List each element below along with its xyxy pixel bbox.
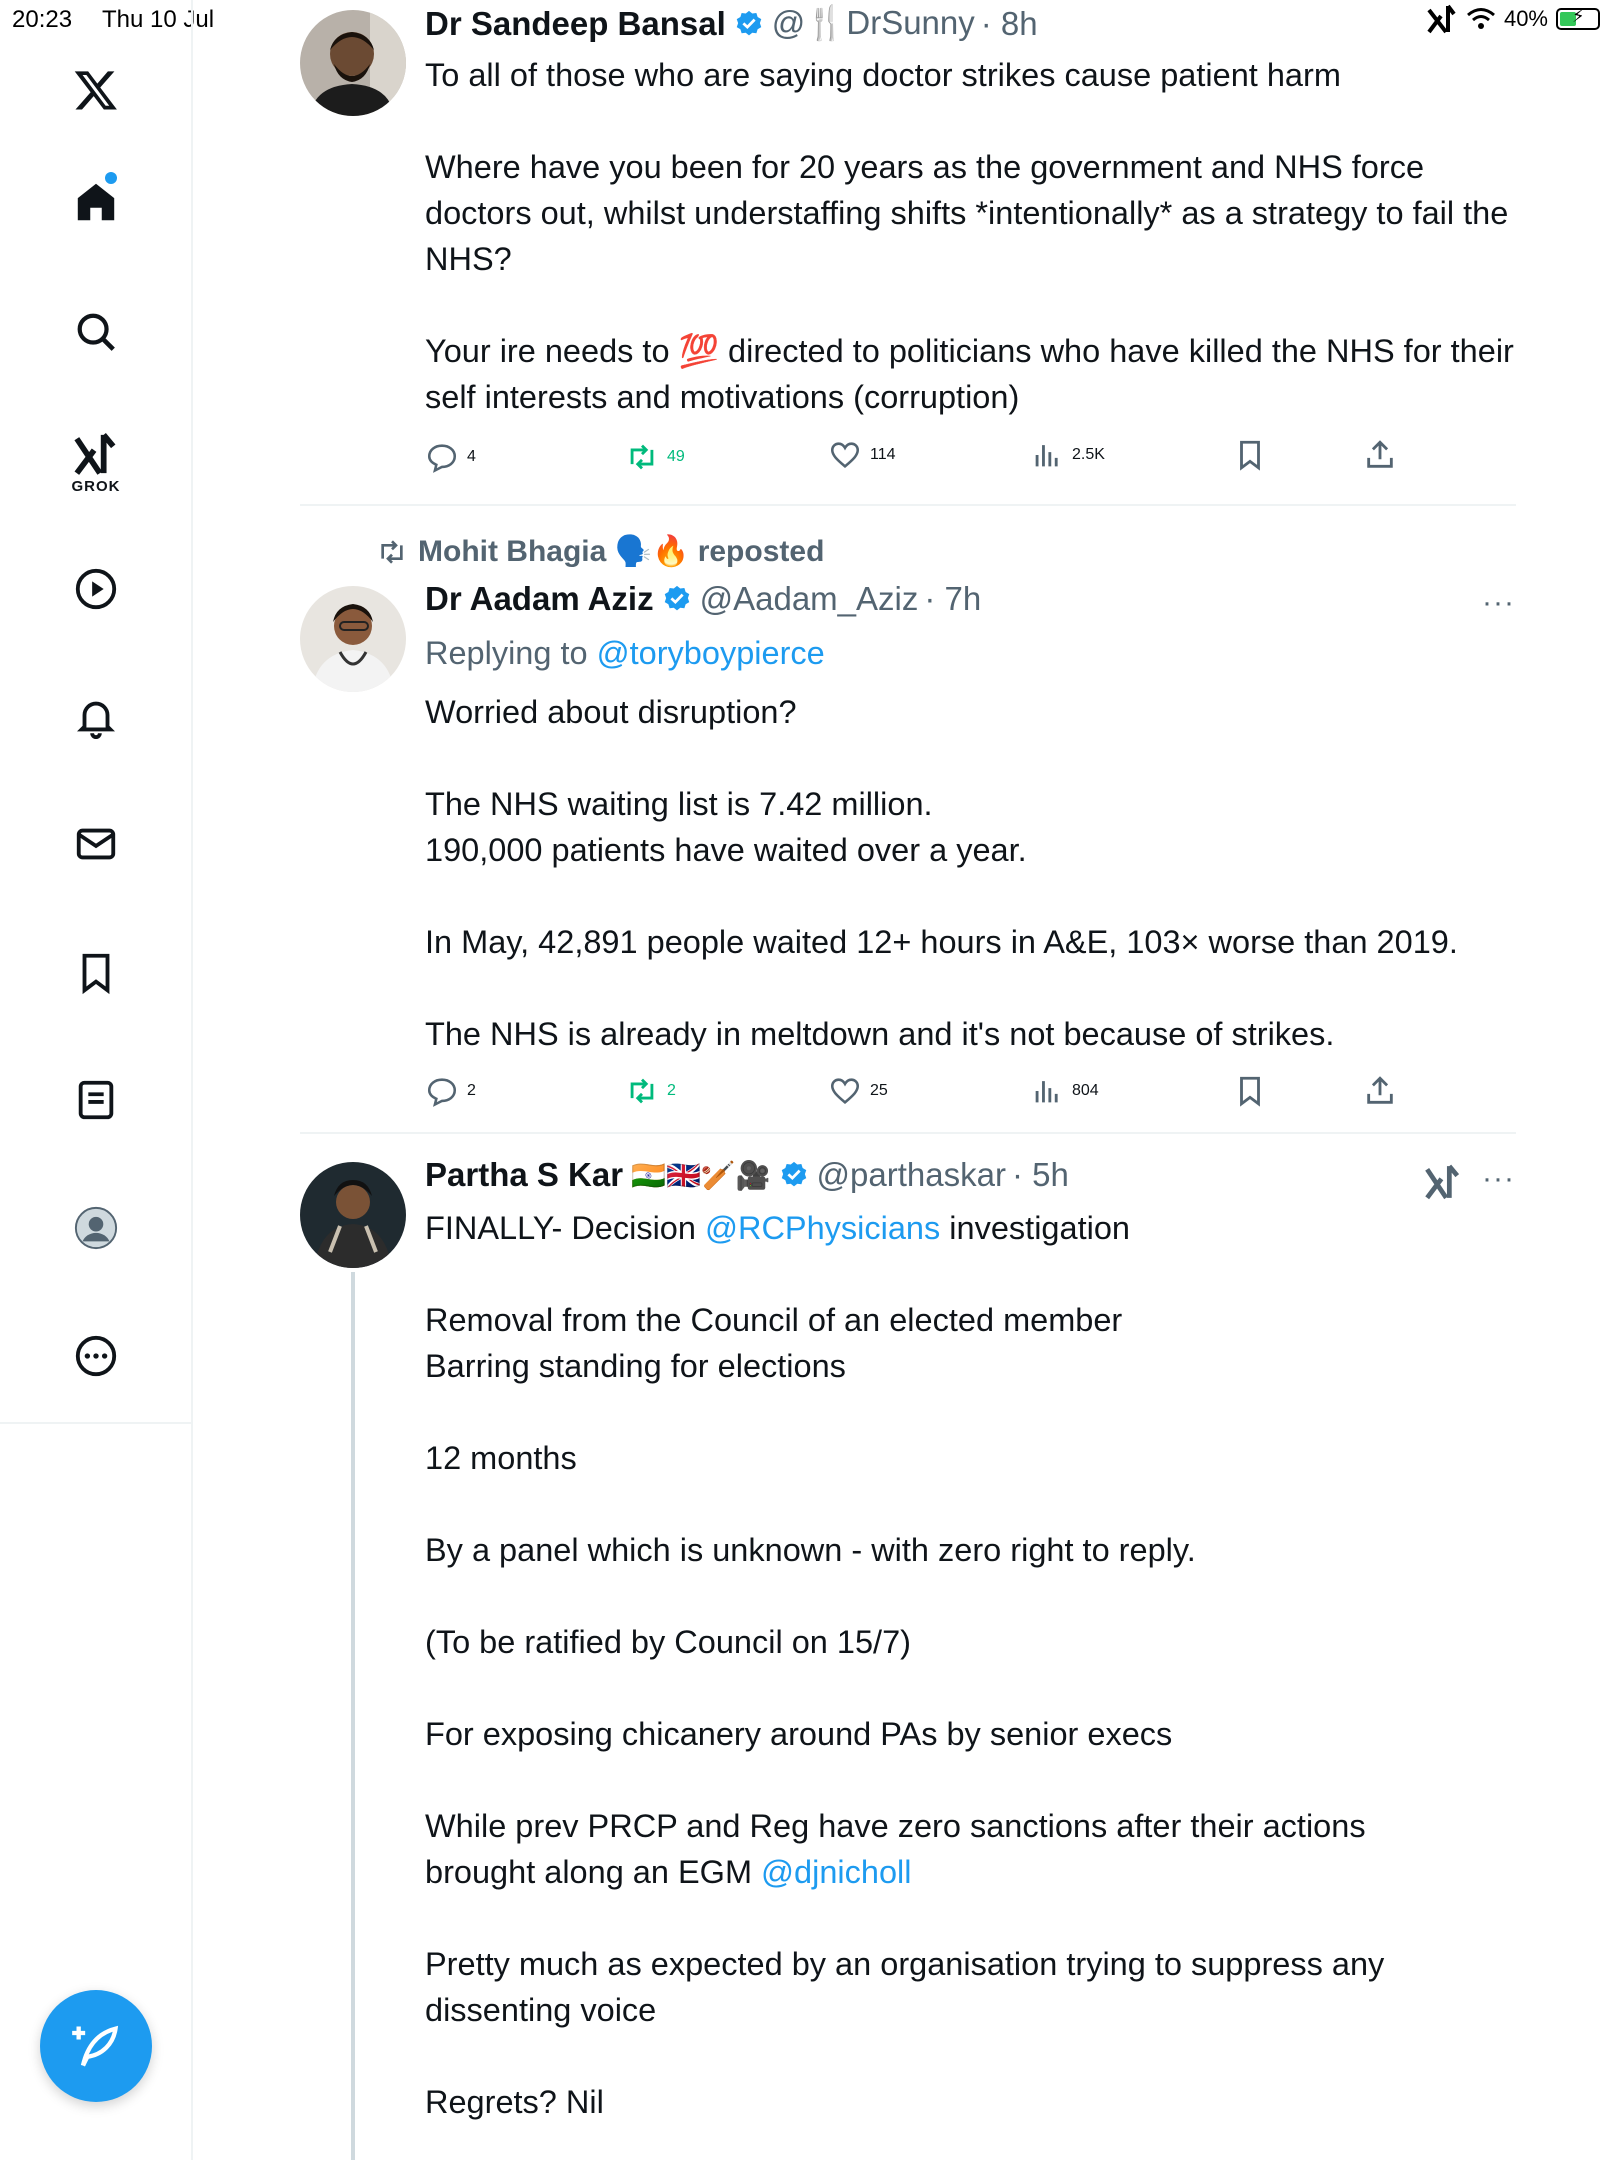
battery-percent: 40% [1503,6,1548,31]
retweet-count: 2 [667,1082,676,1099]
replying-to-link[interactable]: @toryboypierce [596,635,825,671]
share-icon [1363,438,1397,472]
reply-icon [425,440,459,474]
mention-link[interactable]: @RCPhysicians [704,1210,941,1246]
wifi-icon [1466,7,1496,31]
bookmark-icon [1233,1074,1267,1108]
avatar[interactable] [300,1162,406,1268]
views-icon [1030,1074,1064,1108]
grok-label: GROK [71,478,121,495]
retweet-icon [376,536,408,568]
tweet-separator [300,1132,1516,1134]
home-icon[interactable] [66,172,126,232]
avatar[interactable] [300,10,406,116]
reposted-by-text: Mohit Bhagia 🗣️🔥 reposted [418,535,825,568]
author-name[interactable]: Dr Sandeep Bansal [425,4,726,42]
tweet-header [425,1156,1069,1194]
reply-count: 2 [467,1082,476,1099]
author-emoji-flags: 🇮🇳🇬🇧🏏🎥 [631,1159,771,1191]
tweet-text-end: Pretty much as expected by an organisation trying to suppress any dissenting voice Regrets? Nil [425,1946,1385,2120]
like-button[interactable] [828,438,896,472]
mention-link[interactable]: @djnicholl [761,1854,912,1890]
bookmark-icon [1233,438,1267,472]
reply-icon [425,1074,459,1108]
tweet-text-mid: Removal from the Council of an elected member Barring standing for elections 12 months By a panel which is unknown - with zero right to reply. (To be ratified by Council on 15/7) For exposing chicanery around PAs by senior execs While prev PRCP and Reg have zero sanctions after their actions brought along an EGM [425,1302,1366,1890]
grok-icon[interactable] [66,424,126,484]
verified-badge-icon [662,584,692,614]
battery-icon: ⚡ [1556,8,1600,30]
views-icon [1030,438,1064,472]
verified-badge-icon [779,1160,809,1190]
retweet-count: 49 [667,448,685,465]
compose-icon [70,2020,122,2072]
home-unread-dot [105,172,117,184]
tweet-text-line1 [425,1205,1525,1251]
reply-button[interactable] [425,440,476,474]
share-button[interactable] [1363,438,1397,472]
more-icon[interactable] [66,1326,126,1386]
grok-icon[interactable] [1424,1163,1462,1201]
bookmark-button[interactable] [1233,1074,1267,1108]
thread-line [351,1272,355,2160]
play-icon[interactable] [66,559,126,619]
tweet-text-prefix: FINALLY- Decision [425,1210,705,1246]
tweet-time[interactable]: · 8h [980,4,1038,42]
views-button[interactable] [1030,438,1105,472]
search-icon[interactable] [66,302,126,362]
bookmark-icon[interactable] [66,943,126,1003]
author-handle[interactable]: @parthaskar [816,1156,1006,1193]
sidebar [0,0,193,2160]
avatar-icon[interactable] [66,1198,126,1258]
verified-badge-icon [734,9,764,39]
tweet-header [425,4,1038,43]
reply-count: 4 [467,448,476,465]
replying-to [425,630,1525,676]
views-count: 2.5K [1072,446,1105,463]
tweet-time[interactable]: · 7h [924,580,982,617]
views-count: 804 [1072,1082,1099,1099]
list-icon[interactable] [66,1070,126,1130]
tweet-text: To all of those who are saying doctor strikes cause patient harm Where have you been for 20 years as the government and NHS force doctors out, whilst understaffing shifts *intentionally* as a strategy to fail the NHS? Your ire needs to 💯 directed to politicians who have killed the NHS for their self interests and motivations (corruption) [425,57,1514,415]
status-indicators [1426,4,1600,34]
views-button[interactable] [1030,1074,1099,1108]
tweet-text: Worried about disruption? The NHS waiting list is 7.42 million. 190,000 patients have waited over a year. In May, 42,891 people waited 12+ hours in A&E, 103× worse than 2019. The NHS is already in meltdown and it's not because of strikes. [425,694,1458,1052]
heart-icon [828,438,862,472]
tweet-time[interactable]: · 5h [1011,1156,1069,1193]
tweet-text-body [425,1297,1525,1895]
retweet-icon [625,1074,659,1108]
grok-status-icon [1426,4,1458,34]
x-logo-icon[interactable] [66,60,126,120]
author-handle[interactable]: @🍴DrSunny [771,4,975,41]
retweet-icon [625,440,659,474]
compose-button[interactable] [40,1990,152,2102]
tweet-text-suffix: investigation [940,1210,1130,1246]
author-handle[interactable]: @Aadam_Aziz [699,580,919,617]
more-options-icon[interactable]: ··· [1482,1162,1515,1195]
tweet-separator [300,504,1516,506]
share-icon [1363,1074,1397,1108]
avatar[interactable] [300,586,406,692]
mail-icon[interactable] [66,814,126,874]
reposted-label[interactable] [376,534,824,569]
replying-prefix: Replying to [425,635,597,671]
like-count: 25 [870,1082,888,1099]
retweet-button[interactable] [625,440,685,474]
retweet-button[interactable] [625,1074,676,1108]
bookmark-button[interactable] [1233,438,1267,472]
share-button[interactable] [1363,1074,1397,1108]
more-options-icon[interactable]: ··· [1482,586,1515,619]
sidebar-divider [0,1422,193,1424]
tweet-header [425,580,981,618]
bell-icon[interactable] [66,687,126,747]
status-time: 20:23 [12,6,73,33]
heart-icon [828,1074,862,1108]
author-name[interactable]: Partha S Kar [425,1156,624,1193]
like-button[interactable] [828,1074,888,1108]
status-date: Thu 10 Jul [102,6,215,33]
reply-button[interactable] [425,1074,476,1108]
author-name[interactable]: Dr Aadam Aziz [425,580,654,617]
like-count: 114 [870,446,896,463]
